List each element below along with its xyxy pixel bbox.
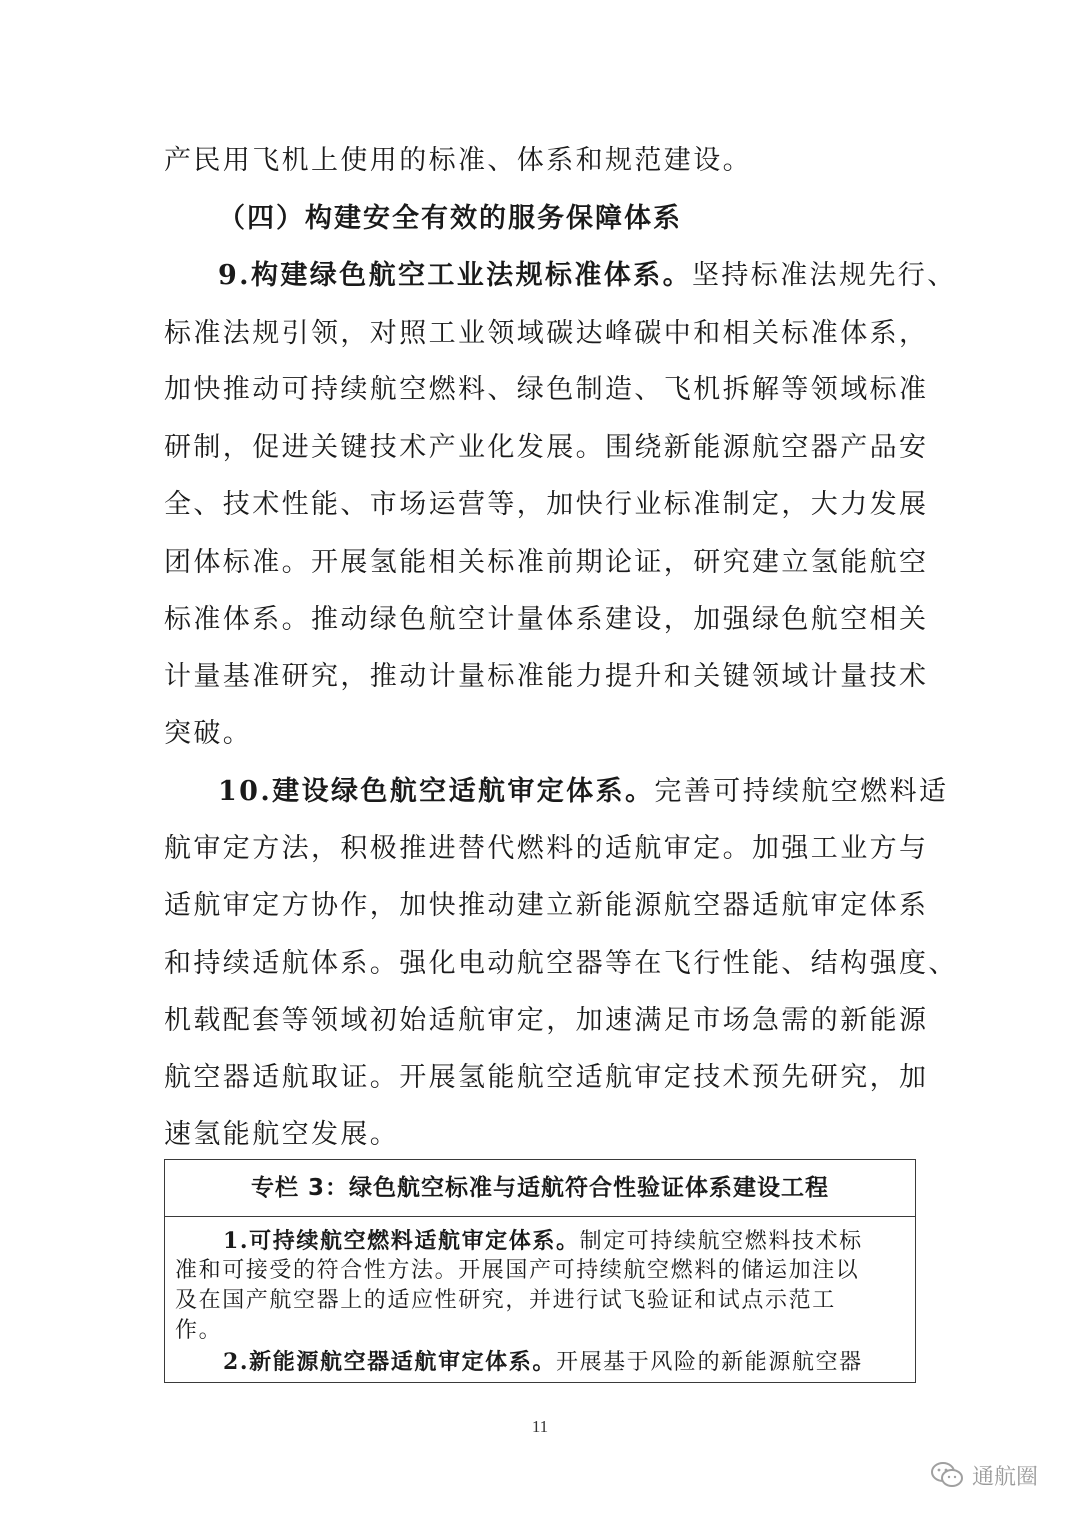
paragraph-line: 适航审定方协作，加快推动建立新能源航空器适航审定体系 [164, 890, 929, 921]
watermark-text: 通航圈 [972, 1464, 1039, 1490]
item9-lead: 9.构建绿色航空工业法规标准体系。 [218, 260, 692, 291]
box-line: 准和可接受的符合性方法。开展国产可持续航空燃料的储运加注以 [175, 1258, 860, 1283]
paragraph-line: 和持续适航体系。强化电动航空器等在飞行性能、结构强度、 [164, 948, 958, 979]
box-line: 作。 [175, 1318, 223, 1343]
box-item1-lead: 1.可持续航空燃料适航审定体系。 [223, 1228, 580, 1254]
page-number: 11 [531, 1417, 549, 1436]
box-line: 及在国产航空器上的适应性研究，并进行试飞验证和试点示范工 [175, 1288, 836, 1313]
box-item1-first-rest: 制定可持续航空燃料技术标 [579, 1229, 863, 1254]
watermark [930, 1455, 1038, 1495]
section-heading: （四）构建安全有效的服务保障体系 [218, 203, 682, 234]
box-item2-lead: 2.新能源航空器适航审定体系。 [223, 1349, 556, 1375]
paragraph-line: 产民用飞机上使用的标准、体系和规范建设。 [164, 145, 752, 176]
paragraph-line: 突破。 [164, 718, 253, 749]
paragraph-line: 航空器适航取证。开展氢能航空适航审定技术预先研究，加 [164, 1062, 929, 1093]
item10-first-rest: 完善可持续航空燃料适 [654, 776, 949, 807]
special-column-box [164, 1159, 916, 1383]
box-item2-first-line [223, 1347, 905, 1378]
item9-first-rest: 坚持标准法规先行、 [692, 260, 957, 291]
paragraph-line: 团体标准。开展氢能相关标准前期论证，研究建立氢能航空 [164, 547, 929, 578]
paragraph-line: 机载配套等领域初始适航审定，加速满足市场急需的新能源 [164, 1005, 929, 1036]
paragraph-line: 速氢能航空发展。 [164, 1119, 400, 1150]
paragraph-line: 航审定方法，积极推进替代燃料的适航审定。加强工业方与 [164, 833, 929, 864]
paragraph-line: 研制，促进关键技术产业化发展。围绕新能源航空器产品安 [164, 432, 929, 463]
paragraph-line: 标准法规引领，对照工业领域碳达峰碳中和相关标准体系， [164, 318, 929, 349]
paragraph-line: 全、技术性能、市场运营等，加快行业标准制定，大力发展 [164, 489, 929, 520]
paragraph-line: 标准体系。推动绿色航空计量体系建设，加强绿色航空相关 [164, 604, 929, 635]
box-item2-first-rest: 开展基于风险的新能源航空器 [555, 1350, 863, 1375]
item10-first-line [218, 774, 949, 810]
box-title: 专栏 3：绿色航空标准与适航符合性验证体系建设工程 [165, 1160, 915, 1217]
box-item1-first-line [223, 1226, 905, 1257]
paragraph-line: 加快推动可持续航空燃料、绿色制造、飞机拆解等领域标准 [164, 374, 929, 405]
item9-first-line [218, 258, 957, 294]
paragraph-line: 计量基准研究，推动计量标准能力提升和关键领域计量技术 [164, 661, 929, 692]
item10-lead: 10.建设绿色航空适航审定体系。 [218, 776, 655, 807]
wechat-icon [930, 1460, 964, 1490]
